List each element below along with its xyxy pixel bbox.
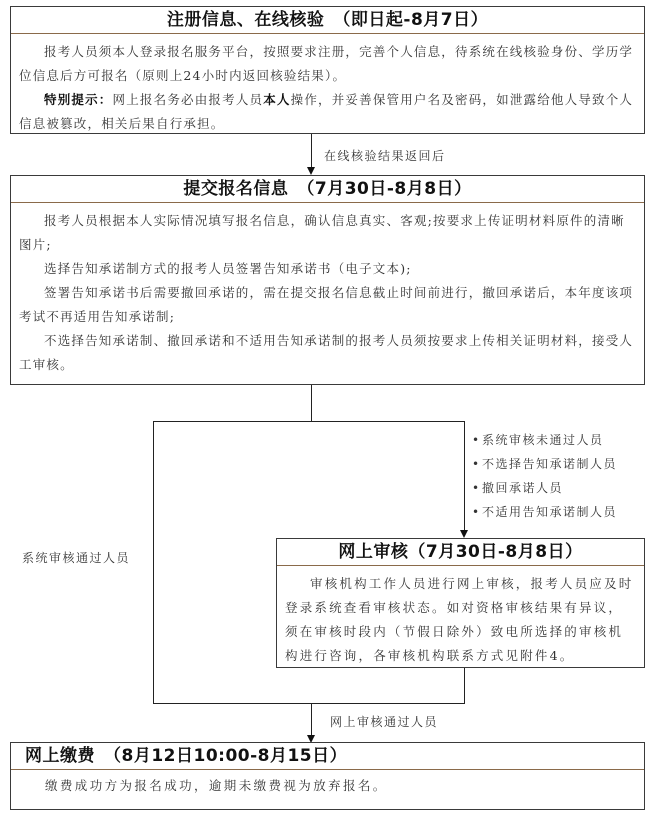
step2-body (11, 203, 644, 381)
step2-paragraph: 选择告知承诺制方式的报考人员签署告知承诺书（电子文本); (44, 261, 412, 276)
arrow-down-icon (307, 167, 315, 175)
step1-body (11, 34, 644, 140)
notice-label: 特别提示： (44, 92, 113, 107)
review-out-line (464, 668, 465, 704)
connector-final (311, 704, 312, 737)
branch-left-label: 系统审核通过人员 (22, 551, 131, 565)
step4-body (11, 770, 644, 802)
bullet-item: •不选择告知承诺制人员 (472, 457, 618, 471)
step3-title: 网上审核（7月30日-8月8日） (277, 539, 644, 566)
notice-text-before: 网上报名务必由报考人员 (112, 92, 264, 107)
step3-paragraph: 审核机构工作人员进行网上审核，报考人员应及时登录系统查看审核状态。如对资格审核结果有异议，须在审核时段内（节假日除外）致电所选择的审核机构进行咨询，各审核机构联系方式见附件4。 (285, 576, 634, 663)
branch-left-vertical (153, 421, 154, 704)
step4-payment-box (10, 742, 645, 810)
notice-text-after: 操作，并妥善保管用户名及密码，如泄露给他人导致个人信息被篡改，相关后果自行承担。 (19, 92, 634, 131)
step2-title: 提交报名信息 （7月30日-8月8日） (11, 176, 644, 203)
connector-2 (311, 385, 312, 422)
branch-bottom-line (153, 703, 465, 704)
step2-paragraph: 报考人员根据本人实际情况填写报名信息，确认信息真实、客观;按要求上传证明材料原件的清晰图片; (19, 213, 625, 252)
arrow-final-label: 网上审核通过人员 (330, 715, 439, 729)
step2-submit-box (10, 175, 645, 385)
step3-body (277, 566, 644, 672)
step2-paragraph: 不选择告知承诺制、撤回承诺和不适用告知承诺制的报考人员须按要求上传相关证明材料，接受人工审核。 (19, 333, 634, 372)
branch-right-vertical (464, 421, 465, 531)
connector-1 (311, 134, 312, 169)
branch-right-bullets (472, 428, 617, 524)
step1-title: 注册信息、在线核验 （即日起-8月7日） (11, 7, 644, 34)
arrow1-label: 在线核验结果返回后 (324, 149, 446, 163)
bullet-item: •系统审核未通过人员 (472, 433, 604, 447)
step4-paragraph: 缴费成功方为报名成功，逾期未缴费视为放弃报名。 (45, 778, 388, 793)
bullet-item: •撤回承诺人员 (472, 481, 564, 495)
step1-paragraph: 报考人员须本人登录报名服务平台，按照要求注册，完善个人信息，待系统在线核验身份、学历学位信息后方可报名（原则上24小时内返回核验结果）。 (19, 44, 634, 83)
arrow-down-icon (460, 530, 468, 538)
step1-register-box (10, 6, 645, 134)
branch-top-line (153, 421, 465, 422)
step3-review-box (276, 538, 645, 668)
bullet-item: •不适用告知承诺制人员 (472, 505, 618, 519)
step1-notice (19, 88, 636, 136)
notice-bold: 本人 (263, 92, 291, 107)
step4-title: 网上缴费 （8月12日10:00-8月15日） (11, 743, 644, 770)
step2-paragraph: 签署告知承诺书后需要撤回承诺的，需在提交报名信息截止时间前进行，撤回承诺后，本年度该项考试不再适用告知承诺制; (19, 285, 634, 324)
